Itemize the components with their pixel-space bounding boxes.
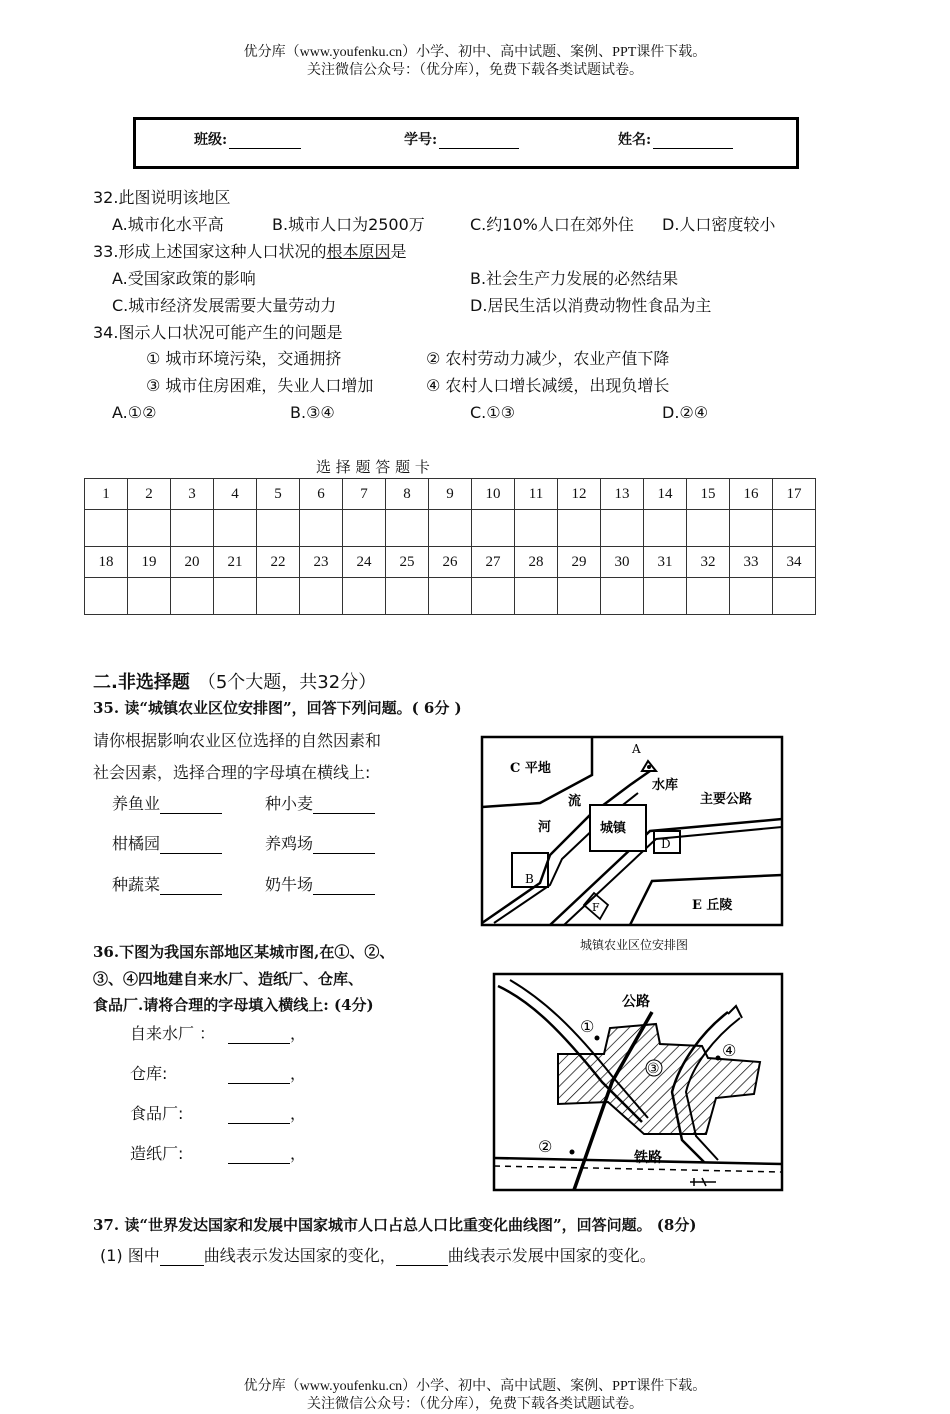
q32-stem: 32.此图说明该地区	[93, 188, 231, 207]
answer-number-29: 29	[558, 547, 601, 578]
answer-cell-q-15[interactable]	[687, 510, 730, 547]
q36-stem-2: ③、④四地建自来水厂、造纸厂、仓库、	[93, 970, 364, 988]
footer-line-1: 优分库（www.youfenku.cn）小学、初中、高中试题、案例、PPT课件下载。	[243, 1379, 707, 1394]
answer-cell-q-25[interactable]	[386, 578, 429, 615]
answer-number-2: 2	[128, 479, 171, 510]
answer-cell-q-7[interactable]	[343, 510, 386, 547]
answer-number-19: 19	[128, 547, 171, 578]
q34-statement-1: ① 城市环境污染，交通拥挤	[146, 349, 342, 368]
footer-line-2: 关注微信公众号：（优分库），免费下载各类试题试卷。	[307, 1397, 643, 1412]
q35-intro-2: 社会因素，选择合理的字母填在横线上:	[93, 763, 371, 782]
q34-option-b[interactable]: B.③④	[290, 403, 335, 422]
answer-cell-q-27[interactable]	[472, 578, 515, 615]
map-caption: 城镇农业区位安排图	[580, 938, 689, 952]
map-label-hill: E 丘陵	[692, 898, 733, 913]
answer-card-table	[84, 478, 816, 615]
answer-number-4: 4	[214, 479, 257, 510]
city-map-label-2: ②	[538, 1137, 553, 1156]
answer-card-title: 选 择 题 答 题 卡	[316, 458, 430, 476]
name-field[interactable]: 姓名:	[618, 129, 733, 149]
q37-stem: 37. 读“世界发达国家和发展中国家城市人口占总人口比重变化曲线图”，回答问题。 (8分)	[93, 1216, 697, 1234]
class-field[interactable]: 班级:	[194, 129, 301, 149]
q35-item-citrus[interactable]: 柑橘园	[112, 834, 222, 854]
agri-location-map	[480, 735, 784, 927]
answer-cell-q-31[interactable]	[644, 578, 687, 615]
q34-option-a[interactable]: A.①②	[112, 403, 157, 422]
city-map-label-rail: 铁路	[634, 1150, 662, 1166]
map-label-river-2: 河	[538, 820, 552, 835]
q32-option-c[interactable]: C.约10%人口在郊外住	[470, 215, 634, 234]
city-map-label-1: ①	[580, 1017, 595, 1036]
answer-number-18: 18	[85, 547, 128, 578]
q36-stem-1: 36.下图为我国东部地区某城市图,在①、②、	[93, 943, 395, 961]
answer-cell-q-11[interactable]	[515, 510, 558, 547]
map-label-town: 城镇	[600, 821, 627, 836]
q35-item-fish[interactable]: 养鱼业	[112, 794, 222, 814]
answer-number-28: 28	[515, 547, 558, 578]
answer-number-5: 5	[257, 479, 300, 510]
answer-number-31: 31	[644, 547, 687, 578]
student-id-field[interactable]: 学号:	[404, 129, 519, 149]
answer-cell-q-23[interactable]	[300, 578, 343, 615]
city-map-label-road: 公路	[622, 994, 650, 1010]
answer-cell-q-13[interactable]	[601, 510, 644, 547]
section2-heading: 二.非选择题 （5个大题，共32分）	[93, 672, 377, 693]
answer-number-25: 25	[386, 547, 429, 578]
answer-number-3: 3	[171, 479, 214, 510]
q33-option-a[interactable]: A.受国家政策的影响	[112, 269, 256, 288]
answer-cell-q-34[interactable]	[773, 578, 816, 615]
answer-cell-q-30[interactable]	[601, 578, 644, 615]
q34-stem: 34.图示人口状况可能产生的问题是	[93, 323, 343, 342]
map-label-river-1: 流	[568, 794, 582, 809]
answer-number-20: 20	[171, 547, 214, 578]
q36-item-waterworks[interactable]: 自来水厂 ：	[130, 1024, 216, 1043]
city-map-label-3: ③	[647, 1061, 660, 1077]
city-map	[492, 972, 784, 1194]
answer-cell-q-8[interactable]	[386, 510, 429, 547]
student-info-box	[133, 117, 799, 169]
answer-number-8: 8	[386, 479, 429, 510]
answer-cell-q-3[interactable]	[171, 510, 214, 547]
answer-cell-q-20[interactable]	[171, 578, 214, 615]
answer-cell-q-32[interactable]	[687, 578, 730, 615]
q34-option-c[interactable]: C.①③	[470, 403, 515, 422]
q35-stem: 35. 读“城镇农业区位安排图”，回答下列问题。( 6分 )	[93, 699, 462, 717]
q36-blank-waterworks[interactable]: ，	[228, 1024, 306, 1044]
answer-number-16: 16	[730, 479, 773, 510]
answer-number-21: 21	[214, 547, 257, 578]
map-label-f: F	[592, 901, 600, 914]
answer-cell-q-28[interactable]	[515, 578, 558, 615]
q33-option-b[interactable]: B.社会生产力发展的必然结果	[470, 269, 679, 288]
answer-cell-q-29[interactable]	[558, 578, 601, 615]
q32-option-a[interactable]: A.城市化水平高	[112, 215, 224, 234]
answer-cell-q-33[interactable]	[730, 578, 773, 615]
q32-option-b[interactable]: B.城市人口为2500万	[272, 215, 425, 234]
map-label-d: D	[661, 837, 671, 851]
answer-number-17: 17	[773, 479, 816, 510]
q34-statement-4: ④ 农村人口增长减缓，出现负增长	[426, 376, 670, 395]
answer-number-33: 33	[730, 547, 773, 578]
map-label-a: A	[632, 742, 641, 756]
q34-statement-2: ② 农村劳动力减少，农业产值下降	[426, 349, 670, 368]
answer-number-32: 32	[687, 547, 730, 578]
answer-cell-q-19[interactable]	[128, 578, 171, 615]
answer-cell-q-21[interactable]	[214, 578, 257, 615]
answer-number-27: 27	[472, 547, 515, 578]
q35-item-wheat[interactable]: 种小麦	[265, 794, 375, 814]
answer-number-7: 7	[343, 479, 386, 510]
q36-blank-paper-mill[interactable]: ，	[228, 1144, 306, 1164]
answer-number-34: 34	[773, 547, 816, 578]
answer-number-10: 10	[472, 479, 515, 510]
q33-option-d[interactable]: D.居民生活以消费动物性食品为主	[470, 296, 712, 315]
q36-blank-warehouse[interactable]: ，	[228, 1064, 306, 1084]
answer-cell-q-26[interactable]	[429, 578, 472, 615]
answer-cell-q-12[interactable]	[558, 510, 601, 547]
answer-cell-q-9[interactable]	[429, 510, 472, 547]
answer-number-1: 1	[85, 479, 128, 510]
answer-number-14: 14	[644, 479, 687, 510]
q34-statement-3: ③ 城市住房困难，失业人口增加	[146, 376, 374, 395]
answer-cell-q-16[interactable]	[730, 510, 773, 547]
q33-stem: 33.形成上述国家这种人口状况的根本原因是	[93, 242, 407, 261]
q37-sub1[interactable]: (1) 图中 曲线表示发达国家的变化， 曲线表示发展中国家的变化。	[100, 1246, 656, 1265]
map-label-reservoir: 水库	[652, 778, 679, 793]
header-line-1: 优分库（www.youfenku.cn）小学、初中、高中试题、案例、PPT课件下载。	[243, 45, 707, 60]
city-map-label-4: ④	[722, 1041, 737, 1060]
answer-number-30: 30	[601, 547, 644, 578]
q35-item-dairy[interactable]: 奶牛场	[265, 875, 375, 895]
q36-blank-food-factory[interactable]: ，	[228, 1104, 306, 1124]
map-label-road: 主要公路	[700, 792, 753, 807]
answer-cell-q-14[interactable]	[644, 510, 687, 547]
answer-cell-q-22[interactable]	[257, 578, 300, 615]
map-label-b: B	[525, 872, 534, 886]
answer-cell-q-1[interactable]	[85, 510, 128, 547]
answer-cell-q-2[interactable]	[128, 510, 171, 547]
answer-number-23: 23	[300, 547, 343, 578]
q36-stem-3: 食品厂.请将合理的字母填入横线上: (4分)	[93, 996, 374, 1014]
q34-option-d[interactable]: D.②④	[662, 403, 709, 422]
answer-cell-q-17[interactable]	[773, 510, 816, 547]
map-label-flat: C 平地	[510, 761, 551, 776]
q35-item-vegetable[interactable]: 种蔬菜	[112, 875, 222, 895]
answer-number-11: 11	[515, 479, 558, 510]
answer-number-24: 24	[343, 547, 386, 578]
header-line-2: 关注微信公众号：（优分库），免费下载各类试题试卷。	[307, 63, 643, 78]
answer-cell-q-5[interactable]	[257, 510, 300, 547]
answer-number-26: 26	[429, 547, 472, 578]
q36-item-food-factory[interactable]: 食品厂:	[130, 1104, 184, 1123]
answer-number-15: 15	[687, 479, 730, 510]
answer-cell-q-4[interactable]	[214, 510, 257, 547]
q36-item-paper-mill[interactable]: 造纸厂:	[130, 1144, 184, 1163]
answer-cell-q-10[interactable]	[472, 510, 515, 547]
q33-option-c[interactable]: C.城市经济发展需要大量劳动力	[112, 296, 337, 315]
q36-item-warehouse[interactable]: 仓库:	[130, 1064, 168, 1083]
q35-intro-1: 请你根据影响农业区位选择的自然因素和	[93, 731, 382, 750]
q32-option-d[interactable]: D.人口密度较小	[662, 215, 776, 234]
answer-cell-q-18[interactable]	[85, 578, 128, 615]
answer-cell-q-6[interactable]	[300, 510, 343, 547]
answer-number-12: 12	[558, 479, 601, 510]
answer-number-9: 9	[429, 479, 472, 510]
answer-number-13: 13	[601, 479, 644, 510]
answer-cell-q-24[interactable]	[343, 578, 386, 615]
answer-number-22: 22	[257, 547, 300, 578]
answer-number-6: 6	[300, 479, 343, 510]
q35-item-chicken[interactable]: 养鸡场	[265, 834, 375, 854]
